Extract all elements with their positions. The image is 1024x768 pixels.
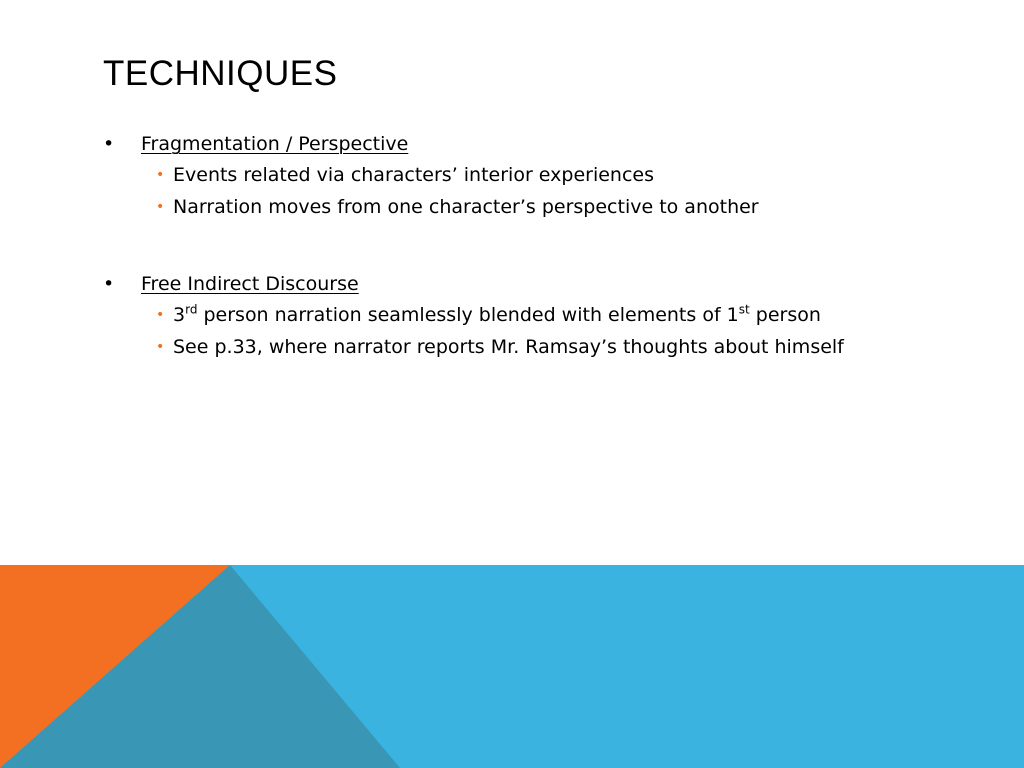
list-item-text-part: person narration seamlessly blended with elements of 1 <box>197 304 739 326</box>
slide-title: TECHNIQUES <box>103 54 338 93</box>
list-item <box>103 159 963 191</box>
decorative-footer-shapes <box>0 565 1024 768</box>
list-item-text-part: person <box>749 304 821 326</box>
list-item-text: Events related via characters’ interior experiences <box>173 164 655 186</box>
slide-content <box>103 129 963 409</box>
bullet-icon: • <box>103 273 115 295</box>
section-heading <box>103 129 963 159</box>
section-fragmentation <box>103 129 963 223</box>
section-heading-text: Fragmentation / Perspective <box>141 133 409 155</box>
ordinal-superscript: st <box>738 302 750 317</box>
bullet-icon: • <box>103 133 115 155</box>
orange-bullet-icon: • <box>156 199 165 215</box>
section-heading-text: Free Indirect Discourse <box>141 273 359 295</box>
list-item <box>103 299 963 331</box>
list-item <box>103 331 963 363</box>
ordinal-superscript: rd <box>185 302 198 317</box>
orange-bullet-icon: • <box>156 339 165 355</box>
list-item-text: See p.33, where narrator reports Mr. Ramsay’s thoughts about himself <box>173 336 844 358</box>
list-item-text-part: 3 <box>173 304 186 326</box>
orange-bullet-icon: • <box>156 167 165 183</box>
orange-bullet-icon: • <box>156 307 165 323</box>
list-item-text: Narration moves from one character’s perspective to another <box>173 196 759 218</box>
section-free-indirect-discourse <box>103 269 963 363</box>
section-heading <box>103 269 963 299</box>
list-item <box>103 191 963 223</box>
